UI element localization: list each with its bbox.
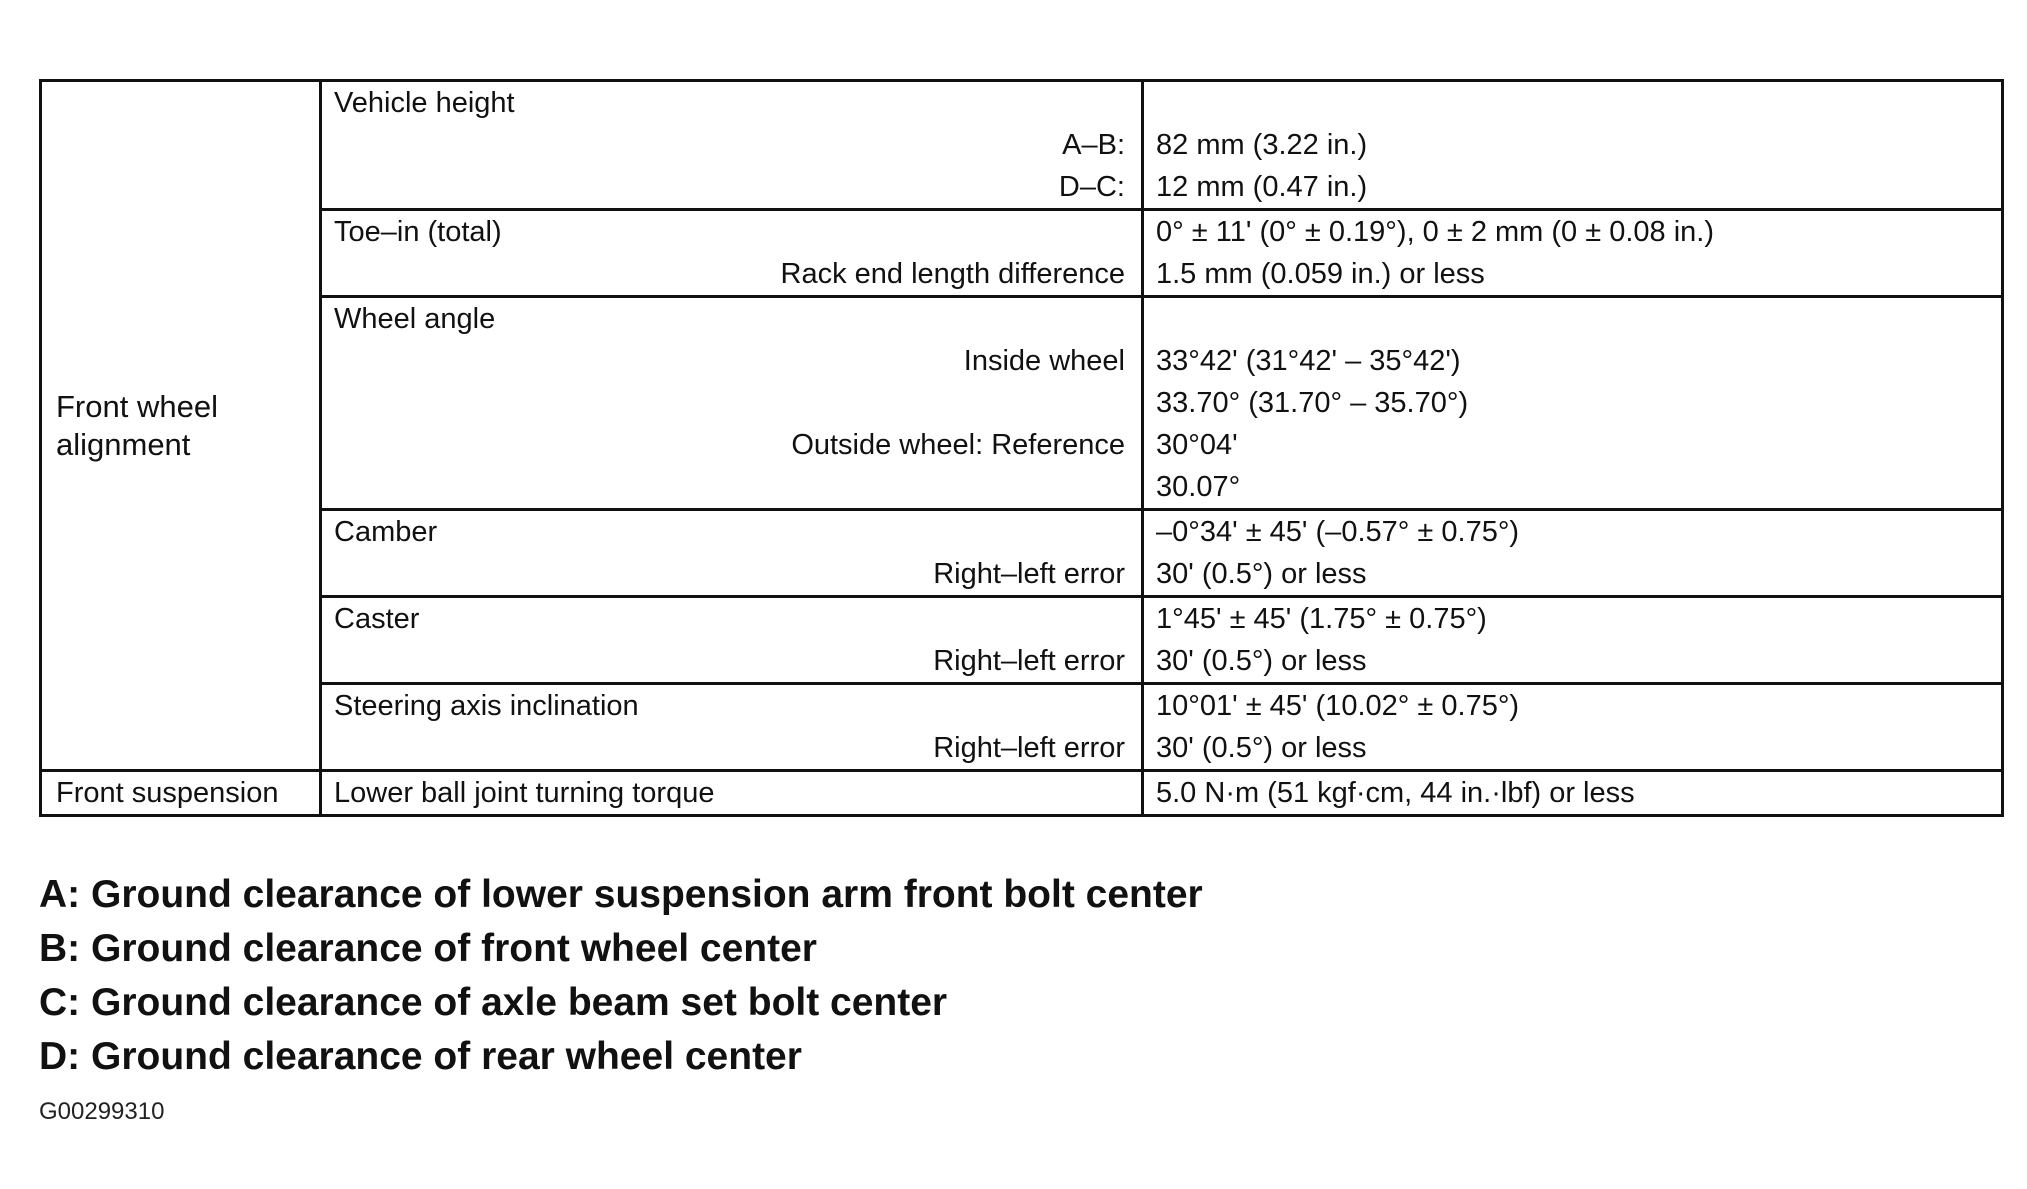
item-cell <box>321 597 1143 684</box>
front-alignment-spec-table <box>39 79 2004 817</box>
value-cell <box>1143 210 2003 297</box>
value-cell <box>1143 684 2003 771</box>
item-cell <box>321 684 1143 771</box>
sub-label: Right–left error <box>933 645 1125 677</box>
section-label: Front wheel alignment <box>56 388 218 462</box>
section-label: Front suspension <box>56 777 279 809</box>
value-text: 0° ± 11' (0° ± 0.19°), 0 ± 2 mm (0 ± 0.08 in.) <box>1156 216 1714 248</box>
value-cell <box>1143 81 2003 210</box>
sub-label: Right–left error <box>933 558 1125 590</box>
value-text: –0°34' ± 45' (–0.57° ± 0.75°) <box>1156 516 1520 548</box>
table-row <box>41 297 2003 510</box>
item-label: Vehicle height <box>334 87 515 119</box>
item-label: Toe–in (total) <box>334 216 502 248</box>
value-text: 30°04' <box>1156 429 1238 461</box>
sub-label: D–C: <box>1058 171 1125 203</box>
figure-id: G00299310 <box>39 1098 165 1125</box>
item-label: Camber <box>334 516 438 548</box>
section-front-suspension <box>41 771 321 816</box>
sub-label: Rack end length difference <box>780 258 1125 290</box>
legend-notes <box>39 868 1203 1084</box>
section-front-wheel-alignment <box>41 81 321 771</box>
value-text: 1°45' ± 45' (1.75° ± 0.75°) <box>1156 603 1487 635</box>
value-text: 30' (0.5°) or less <box>1156 645 1367 677</box>
value-text: 33.70° (31.70° – 35.70°) <box>1156 387 1469 419</box>
value-text: 12 mm (0.47 in.) <box>1156 171 1368 203</box>
sub-label: A–B: <box>1062 129 1125 161</box>
value-cell <box>1143 297 2003 510</box>
note-b: B: Ground clearance of front wheel center <box>39 927 817 970</box>
value-cell <box>1143 597 2003 684</box>
table-row <box>41 597 2003 684</box>
item-label: Wheel angle <box>334 303 496 335</box>
value-text: 30.07° <box>1156 471 1241 503</box>
sub-label: Right–left error <box>933 732 1125 764</box>
value-text: 10°01' ± 45' (10.02° ± 0.75°) <box>1156 690 1520 722</box>
sub-label: Inside wheel <box>963 345 1125 377</box>
item-cell <box>321 297 1143 510</box>
item-label: Steering axis inclination <box>334 690 639 722</box>
table-row <box>41 771 2003 816</box>
note-c: C: Ground clearance of axle beam set bolt center <box>39 981 948 1024</box>
value-cell <box>1143 771 2003 816</box>
table-row <box>41 81 2003 210</box>
value-text: 30' (0.5°) or less <box>1156 558 1367 590</box>
table-row <box>41 684 2003 771</box>
item-cell <box>321 771 1143 816</box>
value-text: 82 mm (3.22 in.) <box>1156 129 1368 161</box>
sub-label: Outside wheel: Reference <box>791 429 1125 461</box>
value-text: 1.5 mm (0.059 in.) or less <box>1156 258 1485 290</box>
value-text: 33°42' (31°42' – 35°42') <box>1156 345 1461 377</box>
item-cell <box>321 210 1143 297</box>
value-text: 5.0 N·m (51 kgf·cm, 44 in.·lbf) or less <box>1156 777 1635 809</box>
note-a: A: Ground clearance of lower suspension arm front bolt center <box>39 873 1203 916</box>
item-label: Lower ball joint turning torque <box>334 777 715 809</box>
item-cell <box>321 81 1143 210</box>
value-text: 30' (0.5°) or less <box>1156 732 1367 764</box>
value-cell <box>1143 510 2003 597</box>
item-label: Caster <box>334 603 420 635</box>
item-cell <box>321 510 1143 597</box>
table-row <box>41 510 2003 597</box>
table-row <box>41 210 2003 297</box>
note-d: D: Ground clearance of rear wheel center <box>39 1035 802 1078</box>
